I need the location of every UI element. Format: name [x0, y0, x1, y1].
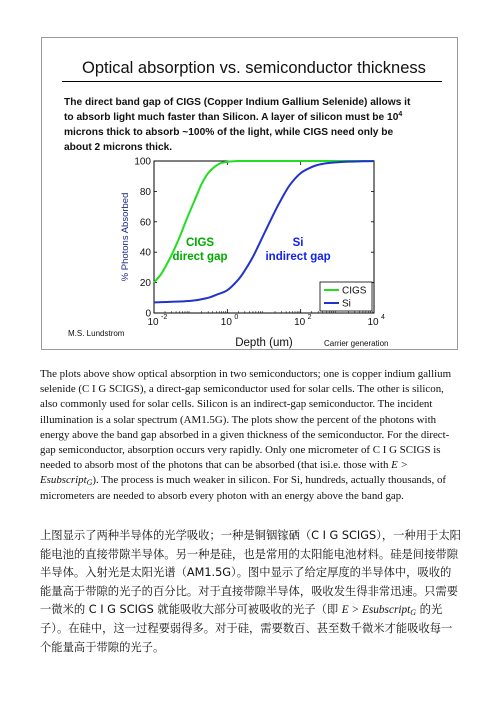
figure-slide	[41, 37, 458, 350]
intro-exponent: 4	[398, 111, 403, 118]
y-tick-label: 60	[139, 217, 151, 229]
y-axis-label: % Photons Absorbed	[120, 192, 131, 282]
chinese-caption-math: E > Esubscript	[341, 604, 411, 617]
author-credit: M.S. Lundstrom	[68, 329, 125, 338]
chinese-caption-text-end: 的光子）。在硅中，这一过程要弱得多。对于硅，需要数百、甚至数千微米才能吸收每一个能量高于带隙的光子。	[40, 603, 453, 654]
english-caption	[40, 367, 462, 504]
x-tick-label: 10	[220, 317, 232, 328]
annotation-si-line-1: Si	[292, 237, 304, 250]
chinese-caption-text: 上图显示了两种半导体的光学吸收；一种是铜铟镓硒（C I G SCIGS），一种用于太阳能电池的直接带隙半导体。另一种是硅，也是常用的太阳能电池材料。硅是间接带隙半导体。入射光是太阳光谱（AM1.5G）。图中显示了给定厚度的半导体中，吸收的能量高于带隙的光子的百分比。对于直接带隙半导体，吸收发生得非常迅速。只需要一微米的 C I G SCIGS 就能吸收大部分可被吸收的光子（即	[40, 529, 461, 617]
y-tick-label: 0	[145, 308, 151, 320]
intro-line-3: microns thick to absorb ~100% of the light, while CIGS need only be	[64, 127, 394, 138]
intro-line-4: about 2 microns thick.	[64, 142, 173, 153]
legend	[320, 282, 372, 311]
english-caption-math-sub: G	[86, 478, 93, 488]
x-tick-label: 10	[367, 317, 379, 328]
x-tick-exponent: 0	[234, 314, 239, 321]
annotation-si-line-2: indirect gap	[265, 251, 331, 264]
y-tick-label: 40	[139, 247, 151, 259]
slide-title: Optical absorption vs. semiconductor thickness	[82, 59, 426, 77]
chinese-caption-math-sub: G	[410, 608, 417, 618]
x-tick-exponent: 4	[381, 314, 385, 321]
x-axis-label: Depth (um)	[235, 337, 293, 349]
annotation-cigs-line-2: direct gap	[172, 251, 228, 264]
x-tick-label: 10	[294, 317, 306, 328]
chinese-caption	[40, 527, 462, 657]
x-tick-exponent: -2	[161, 314, 168, 321]
legend-label-cigs: CIGS	[342, 285, 367, 297]
annotation-cigs-line-1: CIGS	[185, 237, 215, 250]
intro-line-2-text: to absorb light much faster than Silicon. A layer of silicon must be 10	[64, 112, 399, 123]
y-tick-label: 100	[134, 156, 151, 168]
english-caption-text: The plots above show optical absorption in two semiconductors; one is copper indium gallium selenide (C I G SCIGS), a direct-gap semiconductor used for solar cells. The other is silicon, also commonly used for solar cells. Silicon is an indirect-gap semiconductor. The incident illumination is a solar spectrum (AM1.5G). The plots show the percent of the photons with energy above the band gap absorbed in a given thickness of the semiconductor. For the direct-gap semiconductor, absorption occurs very rapidly. Only one micrometer of C I G SCIGS is needed to absorb most of the photons that can be absorbed (that isi.e. those with	[40, 368, 452, 472]
x-tick-label: 10	[147, 317, 159, 328]
y-tick-label: 80	[139, 186, 151, 198]
absorption-chart	[42, 38, 459, 351]
english-caption-text-end: ). The process is much weaker in silicon. For Si, hundreds, actually thousands, of micrometers are needed to absorb every photon with an energy above the band gap.	[40, 474, 447, 502]
intro-line-1: The direct band gap of CIGS (Copper Indium Gallium Selenide) allows it	[64, 97, 411, 108]
x-tick-exponent: 2	[307, 314, 312, 321]
carrier-generation-label: Carrier generation	[324, 339, 389, 348]
legend-label-si: Si	[342, 298, 351, 310]
english-caption-math: E > Esubscript	[40, 459, 408, 487]
y-tick-label: 20	[139, 278, 151, 290]
